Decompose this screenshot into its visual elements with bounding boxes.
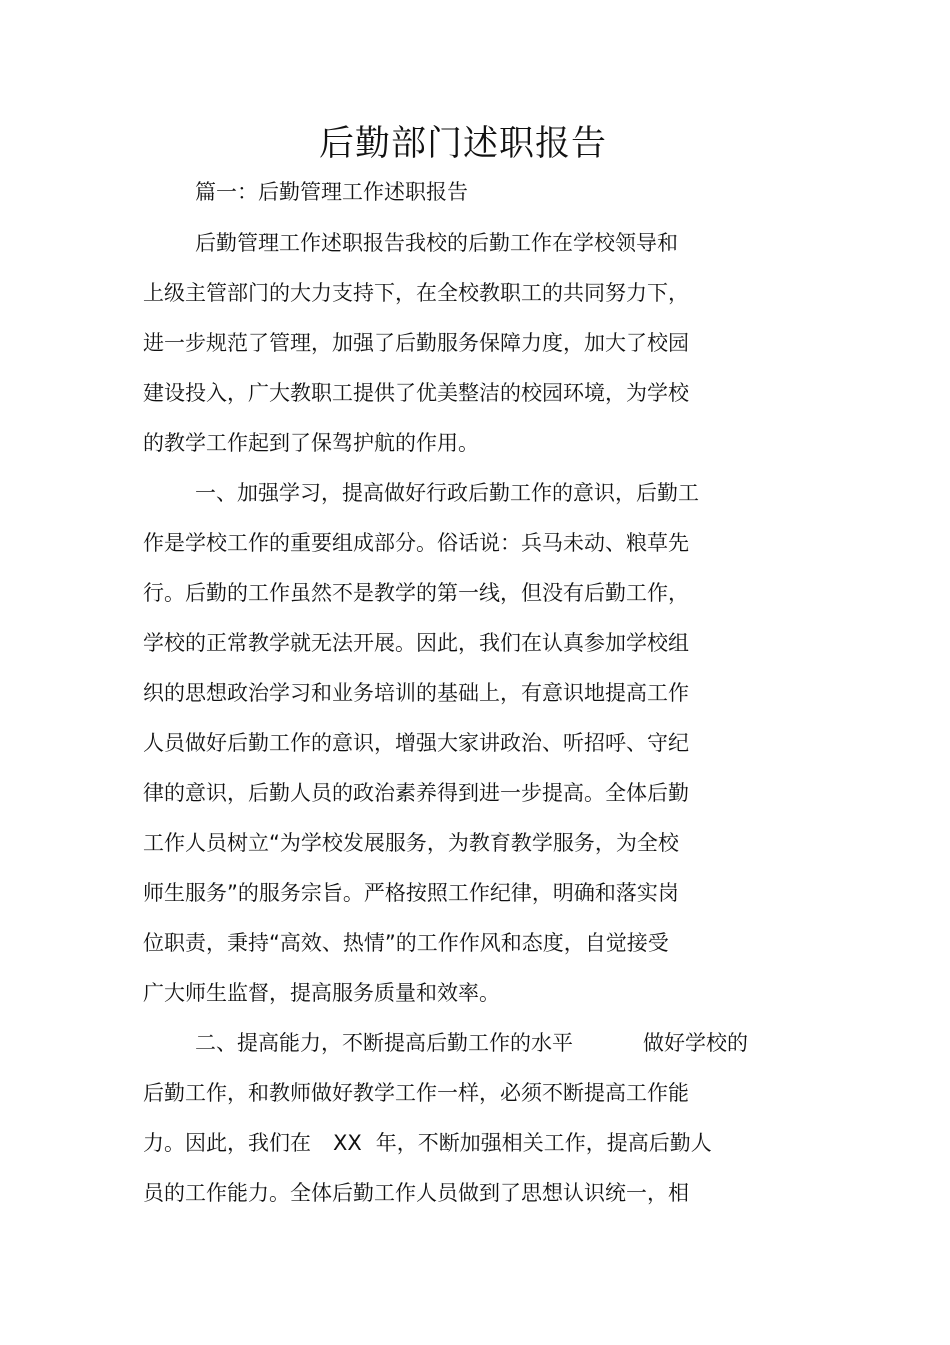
paragraph-line: 工作人员树立“为学校发展服务，为教育教学服务，为全校 bbox=[143, 831, 679, 855]
paragraph-line: 一、加强学习，提高做好行政后勤工作的意识，后勤工 bbox=[195, 481, 699, 505]
paragraph-line: 广大师生监督，提高服务质量和效率。 bbox=[143, 981, 500, 1005]
paragraph-line: 的教学工作起到了保驾护航的作用。 bbox=[143, 431, 479, 455]
paragraph-line: 建设投入，广大教职工提供了优美整洁的校园环境，为学校 bbox=[143, 381, 689, 405]
year-placeholder: XX bbox=[333, 1131, 362, 1155]
paragraph-line: 师生服务”的服务宗旨。严格按照工作纪律，明确和落实岗 bbox=[143, 881, 679, 905]
subtitle: 篇一：后勤管理工作述职报告 bbox=[195, 180, 468, 204]
document-title: 后勤部门述职报告 bbox=[318, 124, 607, 164]
paragraph-line bbox=[143, 1128, 712, 1158]
paragraph-text: 做好学校的 bbox=[643, 1031, 748, 1055]
paragraph-line: 位职责，秉持“高效、热情”的工作作风和态度，自觉接受 bbox=[143, 931, 669, 955]
paragraph-line: 行。后勤的工作虽然不是教学的第一线，但没有后勤工作， bbox=[143, 581, 689, 605]
paragraph-line: 织的思想政治学习和业务培训的基础上，有意识地提高工作 bbox=[143, 681, 689, 705]
paragraph-text: 力。因此，我们在 bbox=[143, 1131, 311, 1155]
paragraph-line: 作是学校工作的重要组成部分。俗话说：兵马未动、粮草先 bbox=[143, 531, 689, 555]
paragraph-line: 后勤工作，和教师做好教学工作一样，必须不断提高工作能 bbox=[143, 1081, 689, 1105]
paragraph-line: 人员做好后勤工作的意识，增强大家讲政治、听招呼、守纪 bbox=[143, 731, 689, 755]
paragraph-text: 年，不断加强相关工作，提高后勤人 bbox=[375, 1131, 712, 1155]
paragraph-line: 律的意识，后勤人员的政治素养得到进一步提高。全体后勤 bbox=[143, 781, 689, 805]
paragraph-line: 上级主管部门的大力支持下，在全校教职工的共同努力下， bbox=[143, 281, 689, 305]
paragraph-line: 后勤管理工作述职报告我校的后勤工作在学校领导和 bbox=[195, 231, 678, 255]
paragraph-line: 员的工作能力。全体后勤工作人员做到了思想认识统一，相 bbox=[143, 1181, 689, 1205]
paragraph-line bbox=[195, 1028, 748, 1058]
section-heading: 二、提高能力，不断提高后勤工作的水平 bbox=[195, 1031, 573, 1055]
paragraph-line: 进一步规范了管理，加强了后勤服务保障力度，加大了校园 bbox=[143, 331, 689, 355]
paragraph-line: 学校的正常教学就无法开展。因此，我们在认真参加学校组 bbox=[143, 631, 689, 655]
